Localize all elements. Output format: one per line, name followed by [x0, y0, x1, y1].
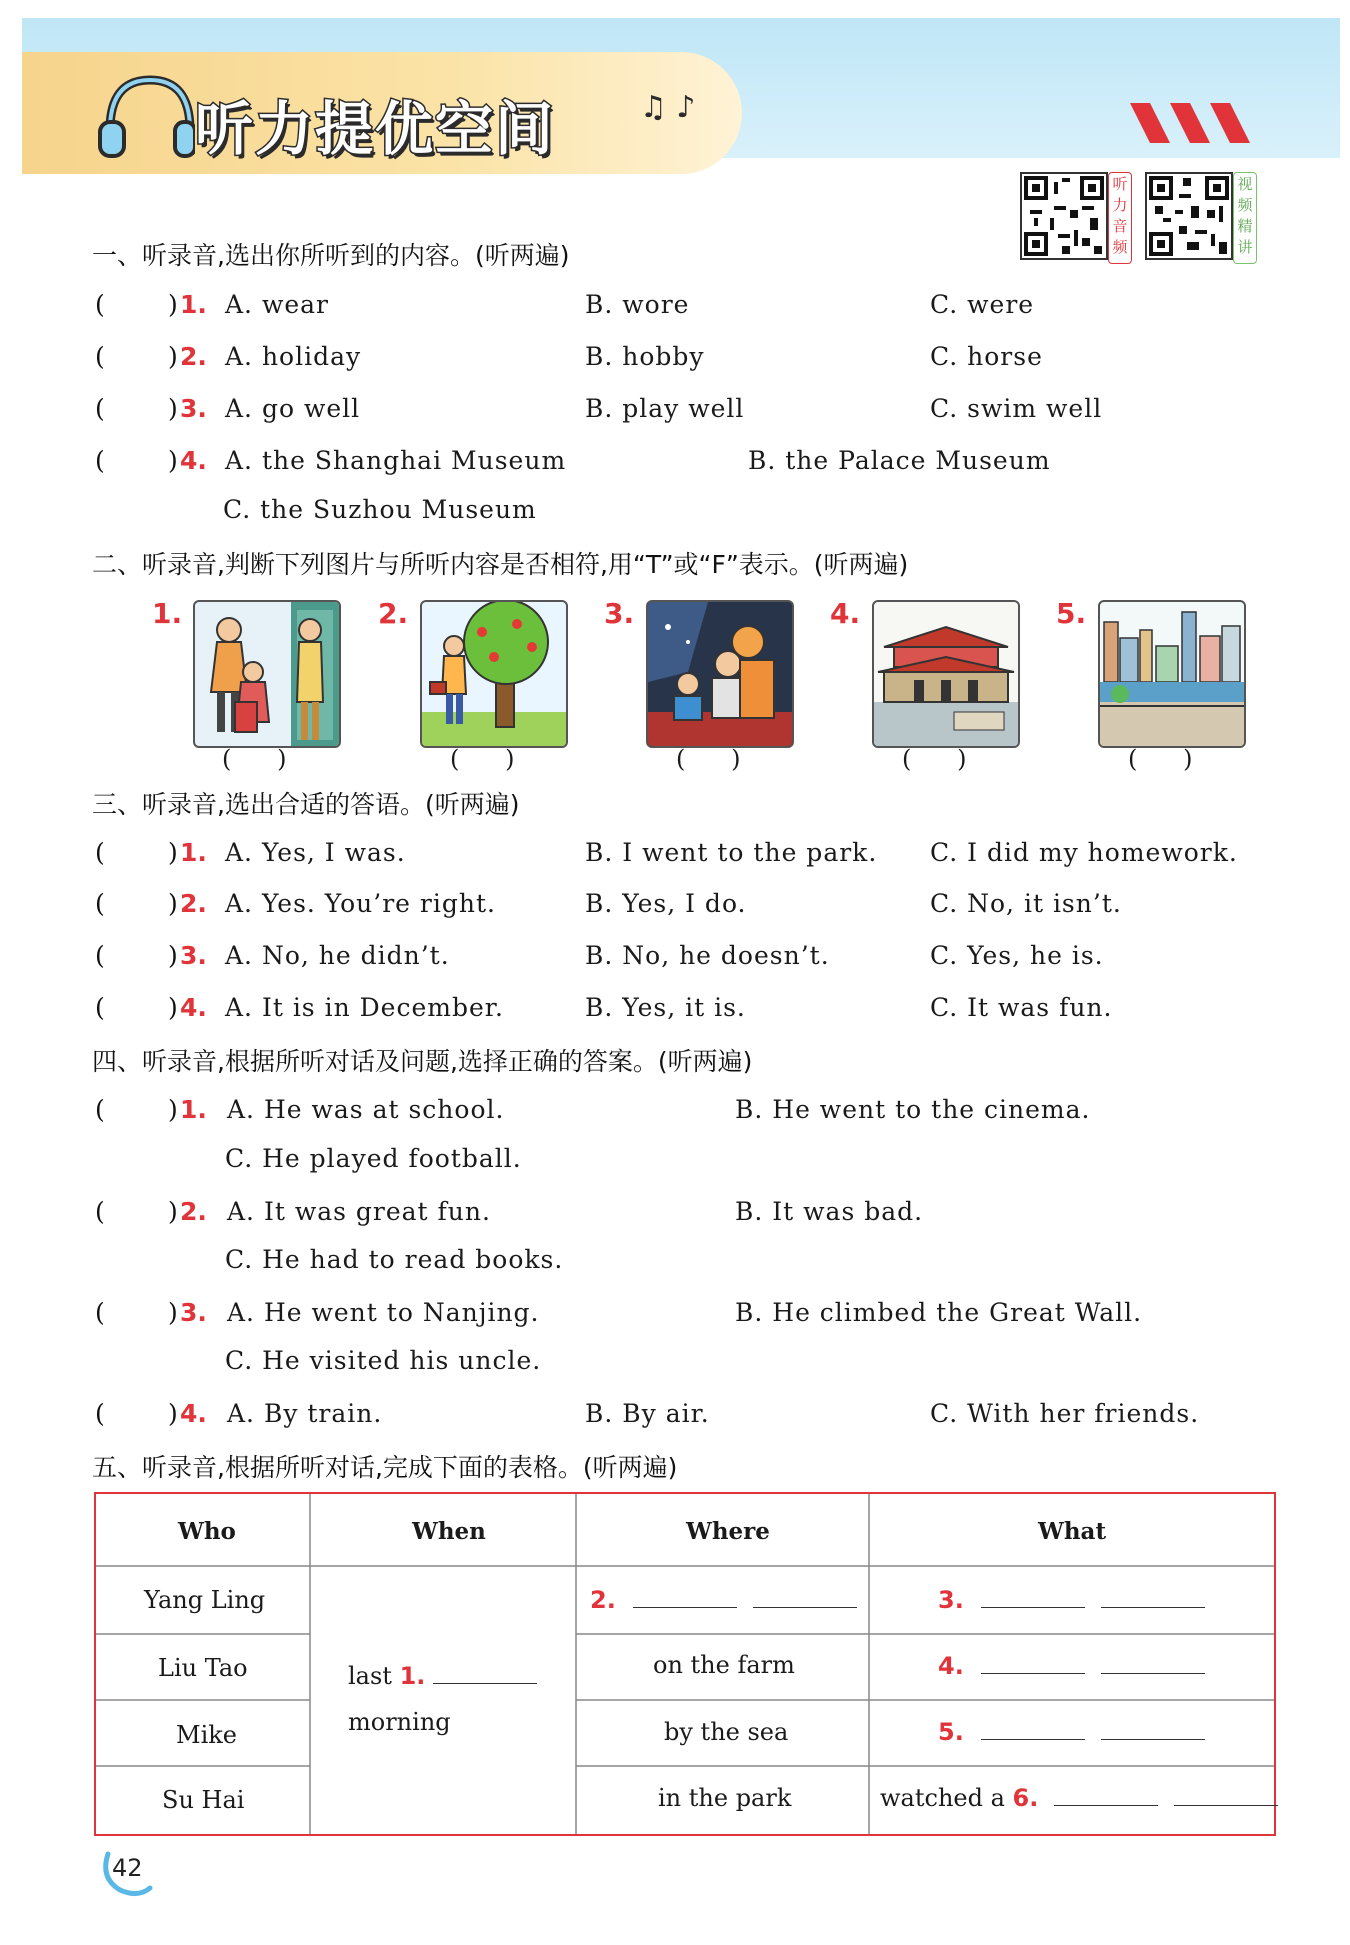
fill-blank[interactable]	[981, 1587, 1085, 1608]
question-number: 3.	[180, 941, 207, 970]
table-cell-when-suffix: morning	[348, 1708, 451, 1736]
question-row: ( ) 4. A. the Shanghai Museum B. the Palace Museum	[95, 446, 1051, 475]
answer-parentheses[interactable]: ( )	[450, 745, 515, 773]
audio-qr-code[interactable]	[1020, 172, 1108, 260]
option-a: A. It is in December.	[225, 993, 504, 1022]
question-number: 1.	[180, 290, 207, 319]
section-3-title: 三、听录音,选出合适的答语。(听两遍)	[92, 790, 520, 819]
option-b: B. play well	[585, 394, 745, 423]
question-number: 4.	[180, 446, 207, 475]
answer-parentheses[interactable]: ( )	[676, 745, 741, 773]
table-cell-where: by the sea	[664, 1718, 789, 1746]
table-cell-where: on the farm	[653, 1651, 795, 1679]
option-c: C. the Suzhou Museum	[223, 495, 537, 524]
table-cell-what: 3.	[938, 1586, 1205, 1614]
question-row: ( ) 3. A. He went to Nanjing. B. He climbed the Great Wall.	[95, 1298, 1143, 1327]
option-b: B. He went to the cinema.	[735, 1095, 1091, 1124]
option-b: B. He climbed the Great Wall.	[735, 1298, 1143, 1327]
option-b: B. I went to the park.	[585, 838, 878, 867]
question-number: 4.	[180, 1399, 207, 1428]
table-cell-where: in the park	[658, 1784, 792, 1812]
question-number: 1.	[180, 838, 207, 867]
option-c: C. horse	[930, 342, 1043, 371]
option-a: A. He was at school.	[227, 1095, 505, 1124]
page-number: 42	[112, 1854, 143, 1882]
fill-blank[interactable]	[1101, 1587, 1205, 1608]
question-row: ( ) 4. A. By train. B. By air. C. With her friends.	[95, 1399, 1200, 1428]
question-row-continued	[0, 1144, 1350, 1184]
music-note-icon: ♫ ♪	[640, 90, 696, 125]
fill-blank[interactable]	[1101, 1653, 1205, 1674]
option-a: A. holiday	[225, 342, 362, 371]
option-b: B. the Palace Museum	[748, 446, 1051, 475]
question-number: 2.	[180, 342, 207, 371]
table-header-what: What	[1038, 1518, 1107, 1545]
picture-number: 1.	[152, 597, 183, 630]
table-cell-who: Liu Tao	[158, 1654, 248, 1682]
option-c: C. were	[930, 290, 1035, 319]
people-at-door-icon	[193, 600, 341, 748]
question-row: ( ) 2. A. It was great fun. B. It was bad.	[95, 1197, 924, 1226]
option-a: A. Yes, I was.	[225, 838, 406, 867]
option-a: A. It was great fun.	[227, 1197, 491, 1226]
option-c: C. He visited his uncle.	[225, 1346, 542, 1375]
table-cell-where: 2.	[590, 1586, 857, 1614]
table-cell-who: Su Hai	[162, 1786, 245, 1814]
table-header-when: When	[412, 1518, 486, 1545]
question-number: 3.	[180, 394, 207, 423]
question-row: ( ) 3. A. go well B. play well C. swim well	[95, 394, 1103, 423]
option-c: C. I did my homework.	[930, 838, 1238, 867]
section-4-title: 四、听录音,根据所听对话及问题,选择正确的答案。(听两遍)	[92, 1047, 753, 1076]
cinema-icon	[646, 600, 794, 748]
option-b: B. It was bad.	[735, 1197, 924, 1226]
fill-blank[interactable]	[981, 1653, 1085, 1674]
option-c: C. swim well	[930, 394, 1103, 423]
picture-number: 3.	[604, 597, 635, 630]
section-5-title: 五、听录音,根据所听对话,完成下面的表格。(听两遍)	[92, 1453, 678, 1482]
answer-parentheses[interactable]: ( )	[1128, 745, 1193, 773]
video-qr-code[interactable]	[1145, 172, 1233, 260]
option-b: B. Yes, it is.	[585, 993, 746, 1022]
option-a: A. wear	[225, 290, 329, 319]
apple-tree-icon	[420, 600, 568, 748]
question-row-continued	[0, 495, 1350, 535]
option-a: A. By train.	[227, 1399, 383, 1428]
section-banner-title: 听力提优空间	[195, 95, 556, 163]
section-1-title: 一、听录音,选出你所听到的内容。(听两遍)	[92, 241, 570, 270]
table-header-who: Who	[178, 1518, 236, 1545]
question-number: 2.	[180, 1197, 207, 1226]
audio-qr-label: 听力音频	[1108, 172, 1132, 264]
question-row: ( ) 1. A. He was at school. B. He went to the cinema.	[95, 1095, 1091, 1124]
option-b: B. Yes, I do.	[585, 889, 747, 918]
option-c: C. No, it isn’t.	[930, 889, 1122, 918]
option-b: B. wore	[585, 290, 690, 319]
answer-parentheses[interactable]: ( )	[902, 745, 967, 773]
picture-number: 5.	[1056, 597, 1087, 630]
option-a: A. He went to Nanjing.	[227, 1298, 540, 1327]
option-c: C. It was fun.	[930, 993, 1113, 1022]
option-a: A. go well	[225, 394, 361, 423]
table-cell-who: Yang Ling	[144, 1586, 266, 1614]
table-header-where: Where	[686, 1518, 770, 1545]
question-row-continued	[0, 1245, 1350, 1285]
answer-parentheses[interactable]: ( )	[222, 745, 287, 773]
option-b: B. No, he doesn’t.	[585, 941, 830, 970]
fill-blank[interactable]	[1174, 1785, 1278, 1806]
question-number: 2.	[180, 889, 207, 918]
fill-blank[interactable]	[633, 1587, 737, 1608]
table-cell-what: watched a 6.	[880, 1784, 1278, 1812]
question-number: 3.	[180, 1298, 207, 1327]
picture-number: 4.	[830, 597, 861, 630]
option-a: A. Yes. You’re right.	[225, 889, 496, 918]
palace-icon	[872, 600, 1020, 748]
section-2-title: 二、听录音,判断下列图片与所听内容是否相符,用“T”或“F”表示。(听两遍)	[92, 550, 909, 579]
question-number: 4.	[180, 993, 207, 1022]
question-row: ( ) 3. A. No, he didn’t. B. No, he doesn’t. C. Yes, he is.	[95, 941, 1104, 970]
option-c: C. He played football.	[225, 1144, 522, 1173]
city-riverside-icon	[1098, 600, 1246, 748]
option-a: A. No, he didn’t.	[225, 941, 450, 970]
video-qr-label: 视频精讲	[1233, 172, 1257, 264]
table-cell-what: 5.	[938, 1718, 1205, 1746]
stripes-decoration-icon	[1125, 98, 1255, 152]
table-cell-who: Mike	[176, 1721, 237, 1749]
question-row: ( ) 1. A. Yes, I was. B. I went to the park. C. I did my homework.	[95, 838, 1238, 867]
option-b: B. By air.	[585, 1399, 710, 1428]
option-b: B. hobby	[585, 342, 705, 371]
fill-blank[interactable]	[1101, 1719, 1205, 1740]
option-c: C. Yes, he is.	[930, 941, 1104, 970]
option-c: C. He had to read books.	[225, 1245, 564, 1274]
fill-blank[interactable]	[981, 1719, 1085, 1740]
fill-blank[interactable]	[433, 1663, 537, 1684]
question-row: ( ) 2. A. holiday B. hobby C. horse	[95, 342, 1043, 371]
fill-blank[interactable]	[753, 1587, 857, 1608]
question-row: ( ) 2. A. Yes. You’re right. B. Yes, I do. C. No, it isn’t.	[95, 889, 1122, 918]
option-a: A. the Shanghai Museum	[225, 446, 567, 475]
question-row-continued	[0, 1346, 1350, 1386]
question-row: ( ) 4. A. It is in December. B. Yes, it is. C. It was fun.	[95, 993, 1113, 1022]
table-cell-when: last 1.	[348, 1662, 537, 1690]
table-cell-what: 4.	[938, 1652, 1205, 1680]
headphone-icon	[95, 70, 195, 164]
question-number: 1.	[180, 1095, 207, 1124]
option-c: C. With her friends.	[930, 1399, 1200, 1428]
picture-number: 2.	[378, 597, 409, 630]
question-row: ( ) 1. A. wear B. wore C. were	[95, 290, 1035, 319]
fill-blank[interactable]	[1054, 1785, 1158, 1806]
